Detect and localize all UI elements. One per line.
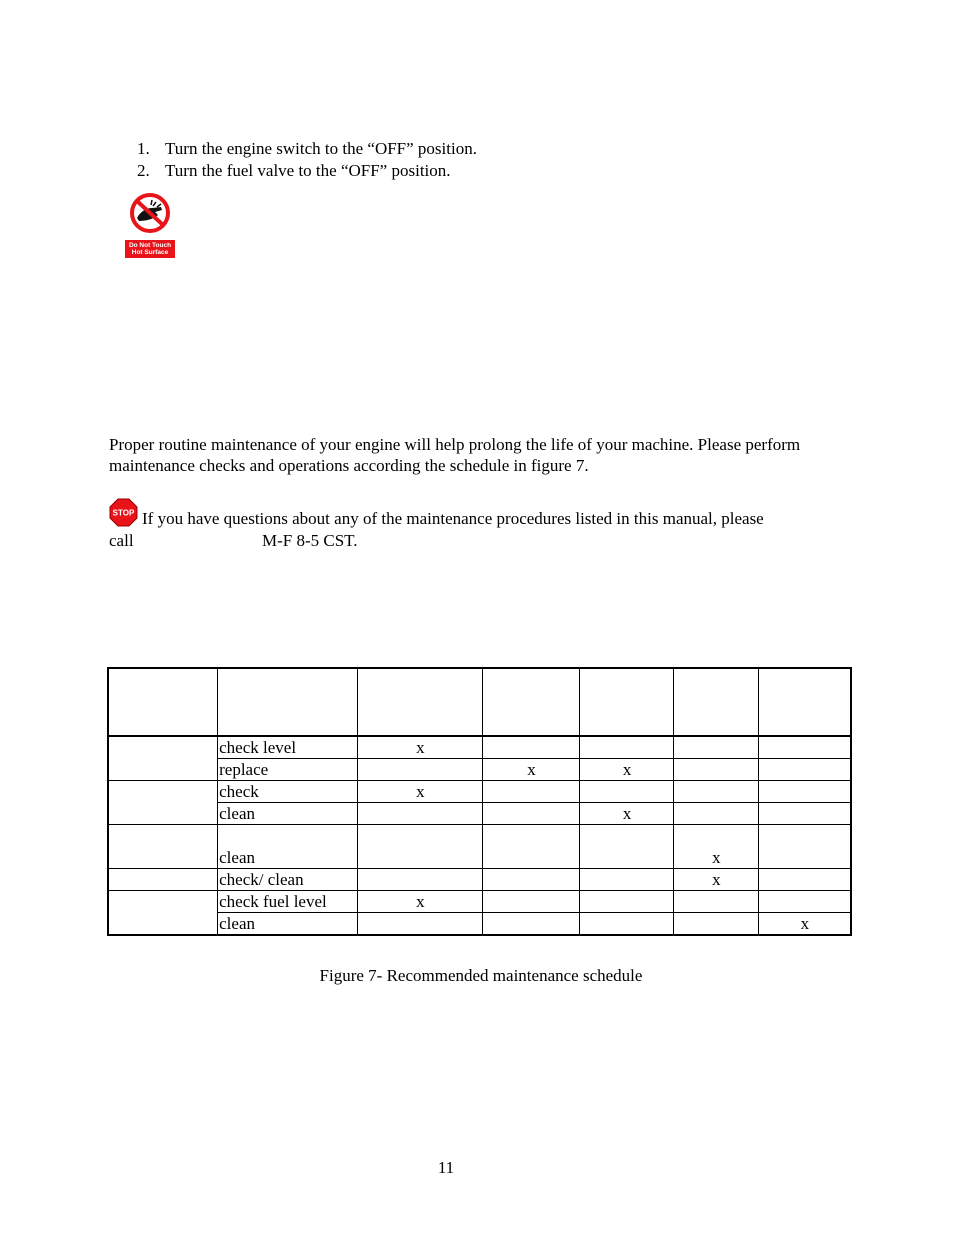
item-cell	[108, 736, 218, 781]
hot-label-line-2: Hot Surface	[131, 249, 169, 256]
interval-cell	[580, 913, 674, 936]
item-cell	[108, 781, 218, 825]
stop-note-call: call	[109, 531, 134, 550]
interval-cell	[482, 891, 580, 913]
table-header-row	[108, 668, 851, 736]
interval-cell	[580, 825, 674, 869]
table-row	[108, 736, 851, 759]
step-2-text: Turn the fuel valve to the “OFF” position.	[165, 161, 451, 180]
table-row	[108, 759, 851, 781]
interval-cell	[758, 891, 851, 913]
interval-cell	[580, 736, 674, 759]
header-cell	[580, 668, 674, 736]
interval-cell	[674, 781, 759, 803]
interval-cell	[758, 759, 851, 781]
interval-cell: x	[674, 825, 759, 869]
step-1-number: 1.	[137, 139, 150, 158]
step-1-text: Turn the engine switch to the “OFF” position.	[165, 139, 477, 158]
table-row	[108, 869, 851, 891]
stop-note-line-1: If you have questions about any of the maintenance procedures listed in this manual, please	[142, 509, 764, 528]
interval-cell: x	[358, 736, 483, 759]
interval-cell	[580, 891, 674, 913]
action-cell: clean	[218, 803, 358, 825]
interval-cell	[758, 781, 851, 803]
table-row	[108, 803, 851, 825]
interval-cell	[758, 869, 851, 891]
action-cell: replace	[218, 759, 358, 781]
step-2	[137, 161, 451, 181]
interval-cell	[482, 825, 580, 869]
interval-cell: x	[482, 759, 580, 781]
header-cell	[758, 668, 851, 736]
stop-icon-label: STOP	[112, 508, 135, 518]
interval-cell	[758, 736, 851, 759]
interval-cell	[482, 869, 580, 891]
page-number: 11	[437, 1158, 455, 1177]
interval-cell: x	[358, 781, 483, 803]
action-cell: clean	[218, 913, 358, 936]
interval-cell	[674, 736, 759, 759]
interval-cell	[580, 869, 674, 891]
header-cell	[358, 668, 483, 736]
header-cell	[108, 668, 218, 736]
action-cell: check level	[218, 736, 358, 759]
maintenance-schedule-table	[107, 667, 852, 936]
interval-cell	[674, 891, 759, 913]
table-row	[108, 891, 851, 913]
interval-cell	[482, 736, 580, 759]
interval-cell	[358, 913, 483, 936]
action-cell: check	[218, 781, 358, 803]
step-1	[137, 139, 477, 159]
table-row	[108, 781, 851, 803]
interval-cell	[482, 913, 580, 936]
interval-cell: x	[580, 803, 674, 825]
item-cell	[108, 891, 218, 936]
interval-cell	[358, 803, 483, 825]
intro-paragraph: Proper routine maintenance of your engine will help prolong the life of your machine. Please perform maintenance checks and operations according the schedule in figure 7.	[109, 435, 801, 475]
item-cell	[108, 825, 218, 869]
interval-cell: x	[758, 913, 851, 936]
hot-label-line-1: Do Not Touch	[128, 242, 172, 249]
interval-cell	[758, 825, 851, 869]
no-touch-hand-icon	[128, 192, 174, 236]
interval-cell	[358, 825, 483, 869]
interval-cell: x	[580, 759, 674, 781]
header-cell	[482, 668, 580, 736]
interval-cell	[758, 803, 851, 825]
interval-cell	[674, 913, 759, 936]
action-cell: check fuel level	[218, 891, 358, 913]
interval-cell	[358, 869, 483, 891]
interval-cell: x	[674, 869, 759, 891]
hot-surface-label	[125, 240, 175, 258]
stop-sign-icon	[109, 498, 138, 527]
interval-cell	[674, 759, 759, 781]
hot-surface-warning-sign	[125, 192, 177, 258]
interval-cell	[580, 781, 674, 803]
table-row	[108, 825, 851, 869]
header-cell	[218, 668, 358, 736]
interval-cell	[482, 803, 580, 825]
interval-cell	[482, 781, 580, 803]
step-2-number: 2.	[137, 161, 150, 180]
figure-caption: Figure 7- Recommended maintenance schedule	[319, 966, 643, 985]
stop-note-hours: M-F 8-5 CST.	[262, 531, 358, 550]
interval-cell	[674, 803, 759, 825]
interval-cell: x	[358, 891, 483, 913]
table-row	[108, 913, 851, 936]
item-cell	[108, 869, 218, 891]
action-cell: clean	[218, 825, 358, 869]
interval-cell	[358, 759, 483, 781]
action-cell: check/ clean	[218, 869, 358, 891]
header-cell	[674, 668, 759, 736]
